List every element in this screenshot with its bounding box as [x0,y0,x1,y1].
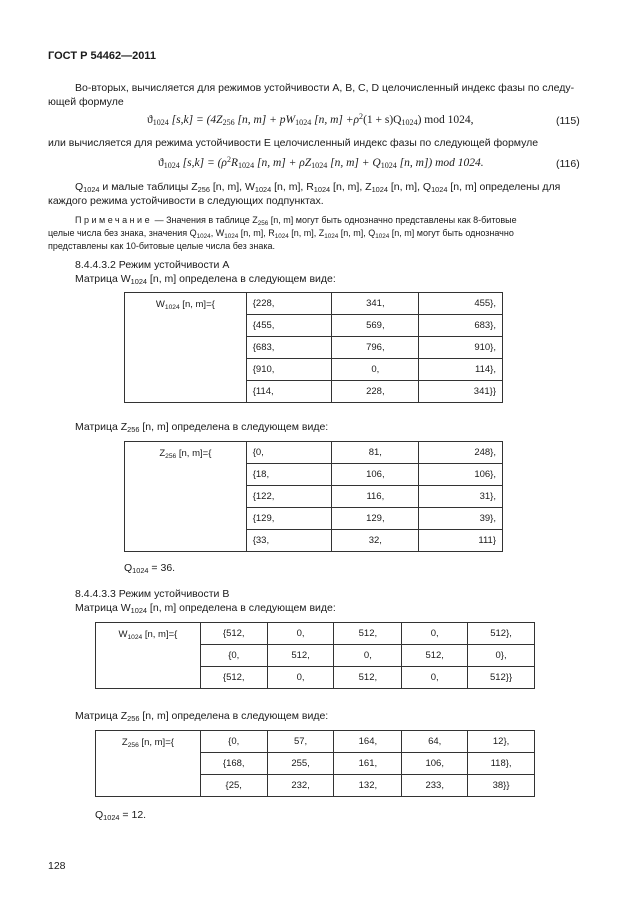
note-line-2: целые числа без знака, значения $Q_{1024}$, $W_{1024}$ [n, m], $R_{1024}$ [n, m], $Z_{1024}$ [n, m], $Q_{1024}$ [n, m] могут быть однозначно [48,228,514,240]
table-cell: 512}} [468,667,535,689]
section-b-q-value: $Q_{1024} = 12$. [95,809,147,822]
table-cell: 512, [267,645,334,667]
table-cell: 341, [332,293,419,315]
table-cell: 132, [334,775,402,797]
table-cell: 0, [267,623,334,645]
table-cell: 32, [332,530,419,552]
table-cell: 0, [332,359,419,381]
table-cell: 114}, [419,359,503,381]
section-a-matrix-w-intro: Матрица $W_{1024}$ [n, m] определена в следующем виде: [75,273,336,286]
table-cell: 255, [267,753,334,775]
table-cell: 910}, [419,337,503,359]
table-cell: 81, [332,442,419,464]
table-cell: 512}, [468,623,535,645]
table-cell: 233, [402,775,468,797]
equation-115: $ϑ_{1024}$ $[s,k] = (4Z_{256}$ [n, $m] + pW_{1024}$ [n, $m] +\rho^2(1 + s)Q_{1024}$) mod 1024, [147,112,474,127]
section-a-q-value: $Q_{1024} = 36$. [124,562,176,575]
note-line-3: представлены как 10-битовые целые числа без знака. [48,241,275,251]
table-cell: {129, [246,508,332,530]
page-number: 128 [48,860,66,872]
table-cell: 341}} [419,381,503,403]
paragraph-3-line-1: $Q_{1024}$ и малые таблицы $Z_{256}$ [n, m], $W_{1024}$ [n, m], $R_{1024}$ [n, m], $Z_{1024}$ [n, m], $Q_{1024}$ [n, m] определены для [75,181,561,194]
matrix-w-label: $W_{1024}$ [n, m]={ [96,623,201,689]
table-cell: {122, [246,486,332,508]
table-cell: 232, [267,775,334,797]
section-a-title: 8.4.4.3.2 Режим устойчивости A [75,259,230,271]
matrix-z-label: $Z_{256}$ [n, m]={ [125,442,247,552]
section-b-title: 8.4.4.3.3 Режим устойчивости B [75,588,230,600]
table-cell: 38}} [468,775,535,797]
note-label: Примечание [75,215,153,225]
table-cell: 106}, [419,464,503,486]
section-b-matrix-z-intro: Матрица $Z_{256}$ [n, m] определена в следующем виде: [75,710,329,723]
table-cell: 0, [402,623,468,645]
matrix-w-label: $W_{1024}$ [n, m]={ [125,293,247,403]
table-cell: 106, [332,464,419,486]
table-cell: {168, [200,753,267,775]
table-cell: 512, [334,667,402,689]
table-cell: 12}, [468,731,535,753]
table-cell: 118}, [468,753,535,775]
section-a-matrix-z-intro: Матрица $Z_{256}$ [n, m] определена в следующем виде: [75,421,329,434]
table-cell: 106, [402,753,468,775]
table-cell: {683, [246,337,332,359]
table-cell: {0, [246,442,332,464]
paragraph-1-line-2: ющей формуле [48,96,124,108]
table-cell: 64, [402,731,468,753]
table-cell: 683}, [419,315,503,337]
table-cell: 57, [267,731,334,753]
paragraph-1-line-1: Во-вторых, вычисляется для режимов устойчивости A, B, C, D целочисленный индекс фазы по следу- [75,82,575,94]
paragraph-3-line-2: каждого режима устойчивости в следующих подпунктах. [48,195,324,207]
table-cell: {18, [246,464,332,486]
table-cell: 228, [332,381,419,403]
table-cell: {228, [246,293,332,315]
section-b-matrix-w-intro: Матрица $W_{1024}$ [n, m] определена в следующем виде: [75,602,336,615]
table-cell: 31}, [419,486,503,508]
equation-116: $ϑ_{1024}$ $[s,k] = (\rho^2R_{1024}$ [n, $m] + \rho Z_{1024}$ [n, $m] + Q_{1024}$ [n, m]) mod 1024. [158,155,484,170]
table-cell: {0, [200,645,267,667]
table-cell: {114, [246,381,332,403]
matrix-z-table-mode-a [124,441,503,552]
table-cell: 111} [419,530,503,552]
matrix-z-table-mode-b [95,730,535,797]
table-cell: {910, [246,359,332,381]
table-cell: 512, [334,623,402,645]
document-header-code: ГОСТ Р 54462—2011 [48,50,156,62]
table-cell: 39}, [419,508,503,530]
table-cell: 0, [267,667,334,689]
note-line-1: Примечание — Значения в таблице $Z_{256}$ [n, m] могут быть однозначно представлены как 8-битовые [75,215,517,227]
table-cell: 796, [332,337,419,359]
table-cell: {0, [200,731,267,753]
table-cell: 164, [334,731,402,753]
table-cell: 0, [334,645,402,667]
matrix-z-label: $Z_{256}$ [n, m]={ [96,731,201,797]
table-cell: 116, [332,486,419,508]
equation-115-number: (115) [556,115,580,127]
table-cell: {33, [246,530,332,552]
table-cell: {25, [200,775,267,797]
table-cell: 0}, [468,645,535,667]
table-cell: 0, [402,667,468,689]
paragraph-2: или вычисляется для режима устойчивости E целочисленный индекс фазы по следующей формуле [48,137,539,149]
matrix-w-table-mode-a [124,292,503,403]
table-cell: 569, [332,315,419,337]
table-cell: 455}, [419,293,503,315]
table-cell: {512, [200,667,267,689]
table-cell: 161, [334,753,402,775]
matrix-w-table-mode-b [95,622,535,689]
table-cell: {455, [246,315,332,337]
table-cell: 248}, [419,442,503,464]
table-cell: 512, [402,645,468,667]
table-cell: {512, [200,623,267,645]
equation-116-number: (116) [556,158,580,170]
table-cell: 129, [332,508,419,530]
